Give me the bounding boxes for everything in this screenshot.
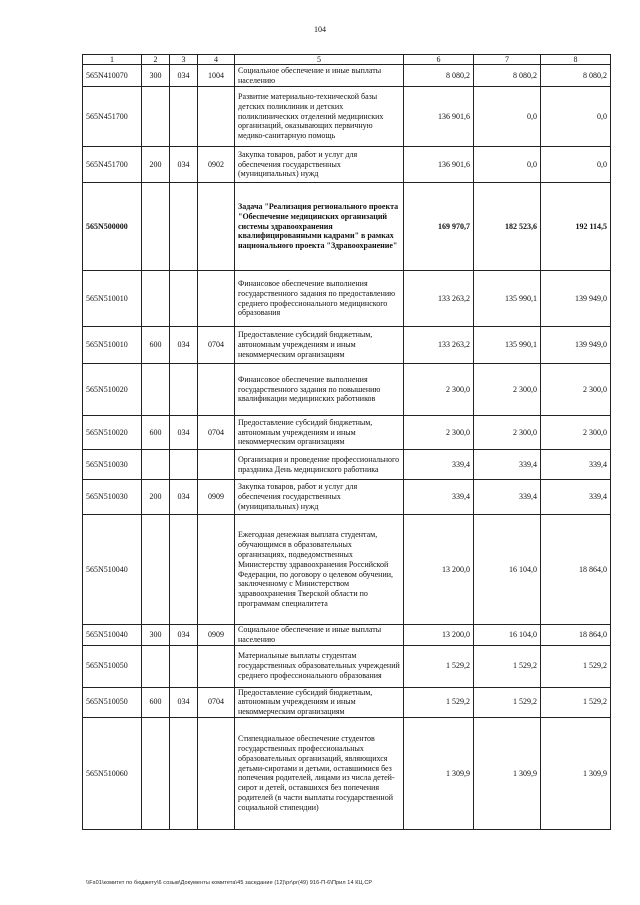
value-2021-cell: 339,4 xyxy=(541,450,611,480)
header-cell: 4 xyxy=(198,55,235,65)
admin-code-cell xyxy=(170,87,198,147)
value-2020-cell: 16 104,0 xyxy=(474,515,541,625)
code-cell: 565N510060 xyxy=(83,717,142,829)
value-2021-cell: 0,0 xyxy=(541,147,611,183)
value-2019-cell: 133 263,2 xyxy=(404,327,474,364)
value-2021-cell: 339,4 xyxy=(541,480,611,515)
value-2021-cell: 192 114,5 xyxy=(541,183,611,271)
section-code-cell: 0704 xyxy=(198,327,235,364)
table-row xyxy=(83,271,611,327)
section-code-cell xyxy=(198,364,235,416)
table-row xyxy=(83,87,611,147)
value-2021-cell: 2 300,0 xyxy=(541,416,611,450)
code-cell: 565N510030 xyxy=(83,450,142,480)
section-code-cell: 0704 xyxy=(198,687,235,717)
expense-type-cell: 300 xyxy=(142,625,170,646)
admin-code-cell xyxy=(170,515,198,625)
table-row xyxy=(83,645,611,687)
section-code-cell: 0909 xyxy=(198,625,235,646)
value-2020-cell: 1 309,9 xyxy=(474,717,541,829)
section-code-cell xyxy=(198,515,235,625)
section-code-cell xyxy=(198,183,235,271)
expense-type-cell xyxy=(142,717,170,829)
table-row xyxy=(83,515,611,625)
value-2019-cell: 13 200,0 xyxy=(404,625,474,646)
name-cell: Ежегодная денежная выплата студентам, обучающимся в образовательных организациях, подведомственных Министерству здравоохранения Российской Федерации, по договору о целевом обучении, заключенному с Министерством здравоохранения Тверской области по программам специалитета xyxy=(235,515,404,625)
value-2020-cell: 135 990,1 xyxy=(474,327,541,364)
name-cell: Задача "Реализация регионального проекта "Обеспечение медицинских организаций системы здравоохранения квалифицированными кадрами" в рамках национального проекта "Здравоохранение" xyxy=(235,183,404,271)
value-2019-cell: 133 263,2 xyxy=(404,271,474,327)
value-2021-cell: 139 949,0 xyxy=(541,271,611,327)
code-cell: 565N500000 xyxy=(83,183,142,271)
budget-table xyxy=(82,54,611,830)
section-code-cell xyxy=(198,271,235,327)
admin-code-cell xyxy=(170,364,198,416)
value-2020-cell: 182 523,6 xyxy=(474,183,541,271)
expense-type-cell: 600 xyxy=(142,327,170,364)
value-2021-cell: 0,0 xyxy=(541,87,611,147)
value-2019-cell: 136 901,6 xyxy=(404,87,474,147)
value-2021-cell: 1 529,2 xyxy=(541,645,611,687)
value-2020-cell: 8 080,2 xyxy=(474,65,541,87)
value-2020-cell: 16 104,0 xyxy=(474,625,541,646)
table-row xyxy=(83,327,611,364)
code-cell: 565N451700 xyxy=(83,147,142,183)
value-2019-cell: 136 901,6 xyxy=(404,147,474,183)
name-cell: Социальное обеспечение и иные выплаты населению xyxy=(235,625,404,646)
name-cell: Стипендиальное обеспечение студентов государственных профессиональных образовательных организаций, являющихся детьми-сиротами и детьми, оставшимися без попечения родителей, лицами из числа детей-сирот и детей, оставшихся без попечения родителей (в части выплаты государственной социальной стипендии) xyxy=(235,717,404,829)
table-header-row xyxy=(83,55,611,65)
table-row xyxy=(83,480,611,515)
table-row xyxy=(83,625,611,646)
table-row xyxy=(83,183,611,271)
name-cell: Предоставление субсидий бюджетным, автономным учреждениям и иным некоммерческим организациям xyxy=(235,416,404,450)
expense-type-cell xyxy=(142,645,170,687)
name-cell: Предоставление субсидий бюджетным, автономным учреждениям и иным некоммерческим организациям xyxy=(235,327,404,364)
code-cell: 565N510010 xyxy=(83,271,142,327)
value-2020-cell: 339,4 xyxy=(474,450,541,480)
value-2020-cell: 0,0 xyxy=(474,147,541,183)
table-row xyxy=(83,364,611,416)
expense-type-cell: 600 xyxy=(142,687,170,717)
header-cell: 2 xyxy=(142,55,170,65)
admin-code-cell xyxy=(170,450,198,480)
code-cell: 565N510020 xyxy=(83,416,142,450)
value-2020-cell: 339,4 xyxy=(474,480,541,515)
name-cell: Предоставление субсидий бюджетным, автономным учреждениям и иным некоммерческим организациям xyxy=(235,687,404,717)
value-2021-cell: 18 864,0 xyxy=(541,625,611,646)
value-2019-cell: 8 080,2 xyxy=(404,65,474,87)
expense-type-cell xyxy=(142,87,170,147)
value-2020-cell: 2 300,0 xyxy=(474,364,541,416)
value-2019-cell: 2 300,0 xyxy=(404,364,474,416)
expense-type-cell: 300 xyxy=(142,65,170,87)
code-cell: 565N510040 xyxy=(83,625,142,646)
table-row xyxy=(83,687,611,717)
header-cell: 1 xyxy=(83,55,142,65)
value-2021-cell: 1 309,9 xyxy=(541,717,611,829)
admin-code-cell xyxy=(170,717,198,829)
code-cell: 565N451700 xyxy=(83,87,142,147)
section-code-cell xyxy=(198,717,235,829)
value-2019-cell: 1 309,9 xyxy=(404,717,474,829)
admin-code-cell xyxy=(170,645,198,687)
admin-code-cell: 034 xyxy=(170,416,198,450)
code-cell: 565N510050 xyxy=(83,687,142,717)
section-code-cell: 0902 xyxy=(198,147,235,183)
value-2020-cell: 0,0 xyxy=(474,87,541,147)
name-cell: Материальные выплаты студентам государственных образовательных учреждений среднего профессионального образования xyxy=(235,645,404,687)
name-cell: Развитие материально-технической базы детских поликлиник и детских поликлинических отделений медицинских организаций, оказывающих первичную медико-санитарную помощь xyxy=(235,87,404,147)
section-code-cell xyxy=(198,87,235,147)
header-cell: 6 xyxy=(404,55,474,65)
admin-code-cell: 034 xyxy=(170,625,198,646)
expense-type-cell: 600 xyxy=(142,416,170,450)
admin-code-cell: 034 xyxy=(170,687,198,717)
header-cell: 8 xyxy=(541,55,611,65)
table-row xyxy=(83,65,611,87)
value-2019-cell: 339,4 xyxy=(404,480,474,515)
expense-type-cell xyxy=(142,271,170,327)
code-cell: 565N510040 xyxy=(83,515,142,625)
section-code-cell xyxy=(198,645,235,687)
value-2019-cell: 1 529,2 xyxy=(404,645,474,687)
value-2021-cell: 139 949,0 xyxy=(541,327,611,364)
value-2019-cell: 339,4 xyxy=(404,450,474,480)
page-number: 104 xyxy=(314,25,326,34)
name-cell: Закупка товаров, работ и услуг для обеспечения государственных (муниципальных) нужд xyxy=(235,147,404,183)
admin-code-cell xyxy=(170,271,198,327)
value-2021-cell: 2 300,0 xyxy=(541,364,611,416)
table-row xyxy=(83,450,611,480)
value-2019-cell: 2 300,0 xyxy=(404,416,474,450)
admin-code-cell: 034 xyxy=(170,480,198,515)
code-cell: 565N410070 xyxy=(83,65,142,87)
section-code-cell: 0909 xyxy=(198,480,235,515)
value-2019-cell: 169 970,7 xyxy=(404,183,474,271)
name-cell: Финансовое обеспечение выполнения государственного задания по повышению квалификации медицинских работников xyxy=(235,364,404,416)
name-cell: Закупка товаров, работ и услуг для обеспечения государственных (муниципальных) нужд xyxy=(235,480,404,515)
value-2019-cell: 13 200,0 xyxy=(404,515,474,625)
value-2020-cell: 1 529,2 xyxy=(474,687,541,717)
name-cell: Организация и проведение профессионального праздника День медицинского работника xyxy=(235,450,404,480)
name-cell: Социальное обеспечение и иные выплаты населению xyxy=(235,65,404,87)
table-row xyxy=(83,416,611,450)
section-code-cell: 1004 xyxy=(198,65,235,87)
code-cell: 565N510020 xyxy=(83,364,142,416)
value-2020-cell: 2 300,0 xyxy=(474,416,541,450)
expense-type-cell xyxy=(142,364,170,416)
code-cell: 565N510030 xyxy=(83,480,142,515)
admin-code-cell: 034 xyxy=(170,65,198,87)
value-2021-cell: 18 864,0 xyxy=(541,515,611,625)
header-cell: 5 xyxy=(235,55,404,65)
expense-type-cell xyxy=(142,515,170,625)
value-2021-cell: 1 529,2 xyxy=(541,687,611,717)
code-cell: 565N510050 xyxy=(83,645,142,687)
code-cell: 565N510010 xyxy=(83,327,142,364)
name-cell: Финансовое обеспечение выполнения государственного задания по предоставлению среднего профессионального медицинского образования xyxy=(235,271,404,327)
expense-type-cell xyxy=(142,183,170,271)
value-2019-cell: 1 529,2 xyxy=(404,687,474,717)
admin-code-cell xyxy=(170,183,198,271)
footer-file-path: \\Fs01\комитет по бюджету\6 созыв\Документы комитета\45 заседание (12)\pr\pr(49) 916-П-6\Прил 14 КЦ.СР xyxy=(86,880,373,886)
header-cell: 3 xyxy=(170,55,198,65)
expense-type-cell xyxy=(142,450,170,480)
header-cell: 7 xyxy=(474,55,541,65)
value-2020-cell: 1 529,2 xyxy=(474,645,541,687)
admin-code-cell: 034 xyxy=(170,327,198,364)
expense-type-cell: 200 xyxy=(142,480,170,515)
section-code-cell: 0704 xyxy=(198,416,235,450)
expense-type-cell: 200 xyxy=(142,147,170,183)
admin-code-cell: 034 xyxy=(170,147,198,183)
value-2020-cell: 135 990,1 xyxy=(474,271,541,327)
value-2021-cell: 8 080,2 xyxy=(541,65,611,87)
table-row xyxy=(83,147,611,183)
table-row xyxy=(83,717,611,829)
section-code-cell xyxy=(198,450,235,480)
